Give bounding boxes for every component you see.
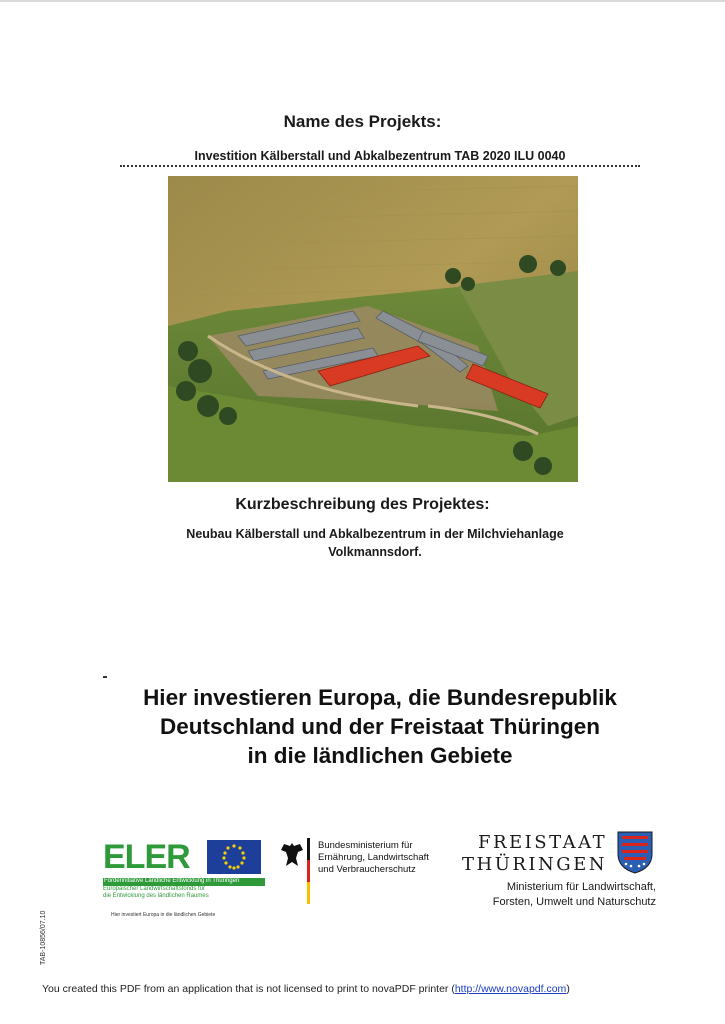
thueringen-crest-icon	[616, 830, 654, 874]
federal-eagle-icon	[278, 840, 306, 870]
thueringen-word1: FREISTAAT	[478, 832, 608, 853]
ministry-name	[458, 880, 656, 910]
project-description	[150, 525, 600, 561]
aerial-farm-photo	[168, 176, 578, 482]
short-description-heading: Kurzbeschreibung des Projektes:	[235, 496, 490, 513]
flag-bar	[307, 838, 310, 904]
funding-headline	[60, 683, 700, 770]
thueringen-word2: THÜRINGEN	[462, 854, 608, 875]
bmel-name	[318, 840, 429, 876]
bmel-logo	[276, 836, 436, 908]
eler-wordmark: ELER	[103, 838, 190, 876]
novapdf-link[interactable]: http://www.novapdf.com	[454, 983, 567, 995]
footer-text: You created this PDF from an application that is not licensed to print to novaPDF printer (	[42, 983, 455, 995]
bmel-line: und Verbraucherschutz	[318, 864, 416, 875]
footer-notice	[42, 983, 702, 995]
bmel-line: Ernährung, Landwirtschaft	[318, 852, 429, 863]
eu-flag-icon	[207, 840, 261, 874]
description-line: Volkmannsdorf.	[328, 545, 422, 559]
eler-logo	[103, 836, 265, 922]
project-name: Investition Kälberstall und Abkalbezentrum TAB 2020 ILU 0040	[120, 149, 640, 167]
eler-subtitle	[103, 878, 265, 901]
eler-line: Förderinitiative Ländliche Entwicklung in Thüringen	[103, 878, 265, 886]
eler-line: die Entwicklung des ländlichen Raumes	[103, 893, 209, 899]
top-rule	[0, 0, 725, 2]
headline-line: Hier investieren Europa, die Bundesrepublik	[143, 685, 617, 710]
footer-close: )	[566, 983, 570, 995]
project-title-label: Name des Projekts:	[283, 112, 442, 131]
ministry-line: Ministerium für Landwirtschaft,	[506, 881, 656, 893]
headline-line: in die ländlichen Gebiete	[247, 743, 513, 768]
document-code: TAB-10856/07.10	[40, 910, 47, 965]
thueringen-logo	[458, 830, 670, 912]
eler-tagline: Hier investiert Europa in die ländlichen Gebiete	[111, 912, 216, 918]
scan-mark	[103, 676, 107, 678]
eler-line: Europäischer Landwirtschaftsfonds für	[103, 885, 206, 892]
bmel-line: Bundesministerium für	[318, 840, 413, 851]
headline-line: Deutschland und der Freistaat Thüringen	[159, 714, 601, 739]
ministry-line: Forsten, Umwelt und Naturschutz	[492, 896, 656, 908]
description-line: Neubau Kälberstall und Abkalbezentrum in der Milchviehanlage	[186, 527, 564, 541]
